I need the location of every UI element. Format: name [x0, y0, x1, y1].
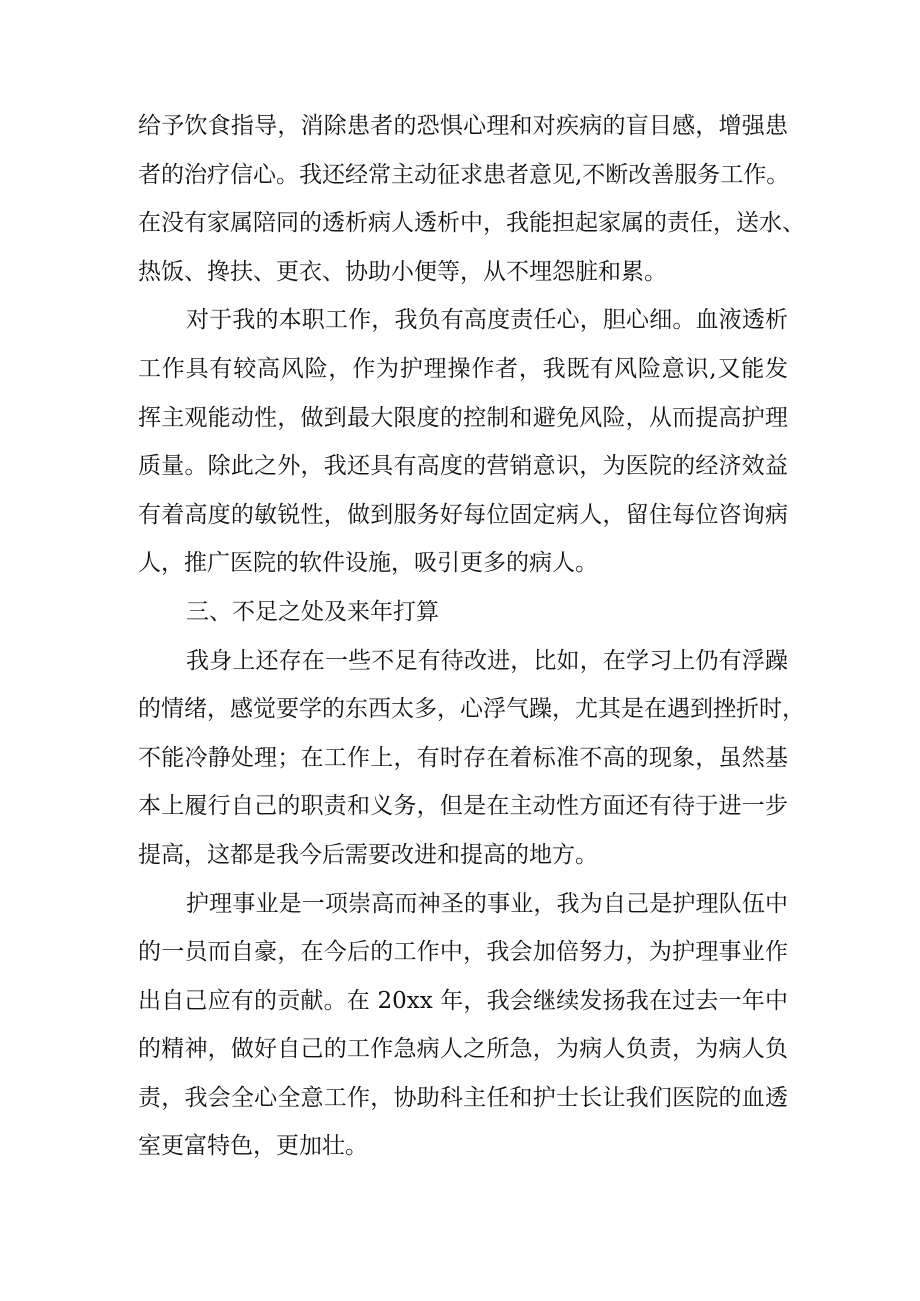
text-line: 我身上还存在一些不足有待改进，比如，在学习上仍有浮躁	[186, 647, 788, 674]
text-line: 的一员而自豪，在今后的工作中，我会加倍努力，为护理事业作	[138, 939, 788, 966]
text-line: 质量。除此之外，我还具有高度的营销意识，为医院的经济效益	[138, 453, 788, 480]
text-line: 提高，这都是我今后需要改进和提高的地方。	[138, 841, 598, 868]
text-line: 室更富特色，更加壮。	[138, 1133, 368, 1160]
text-line: 护理事业是一项崇高而神圣的事业，我为自己是护理队伍中	[186, 890, 788, 917]
text-line: 工作具有较高风险，作为护理操作者，我既有风险意识,又能发	[138, 355, 788, 382]
text-line: 人，推广医院的软件设施，吸引更多的病人。	[138, 550, 598, 577]
text-line: 的情绪，感觉要学的东西太多，心浮气躁，尤其是在遇到挫折时，	[138, 696, 805, 723]
text-line: 本上履行自己的职责和义务，但是在主动性方面还有待于进一步	[138, 793, 788, 820]
text-line: 者的治疗信心。我还经常主动征求患者意见,不断改善服务工作。	[138, 161, 790, 188]
document-page	[138, 102, 805, 1171]
text-line: 在没有家属陪同的透析病人透析中，我能担起家属的责任，送水、	[138, 210, 805, 237]
text-line: 出自己应有的贡献。在 20xx 年，我会继续发扬我在过去一年中	[138, 987, 788, 1014]
text-line: 挥主观能动性，做到最大限度的控制和避免风险，从而提高护理	[138, 404, 788, 431]
text-line: 有着高度的敏锐性，做到服务好每位固定病人，留住每位咨询病	[138, 501, 788, 528]
text-line: 热饭、搀扶、更衣、协助小便等，从不埋怨脏和累。	[138, 258, 667, 285]
text-line: 责，我会全心全意工作，协助科主任和护士长让我们医院的血透	[138, 1084, 788, 1111]
text-line: 给予饮食指导，消除患者的恐惧心理和对疾病的盲目感，增强患	[138, 113, 788, 139]
text-line: 三、不足之处及来年打算	[186, 598, 439, 625]
text-line: 对于我的本职工作，我负有高度责任心，胆心细。血液透析	[186, 307, 788, 334]
text-line: 不能冷静处理；在工作上，有时存在着标准不高的现象，虽然基	[138, 744, 788, 771]
text-line: 的精神，做好自己的工作急病人之所急，为病人负责，为病人负	[138, 1036, 788, 1063]
